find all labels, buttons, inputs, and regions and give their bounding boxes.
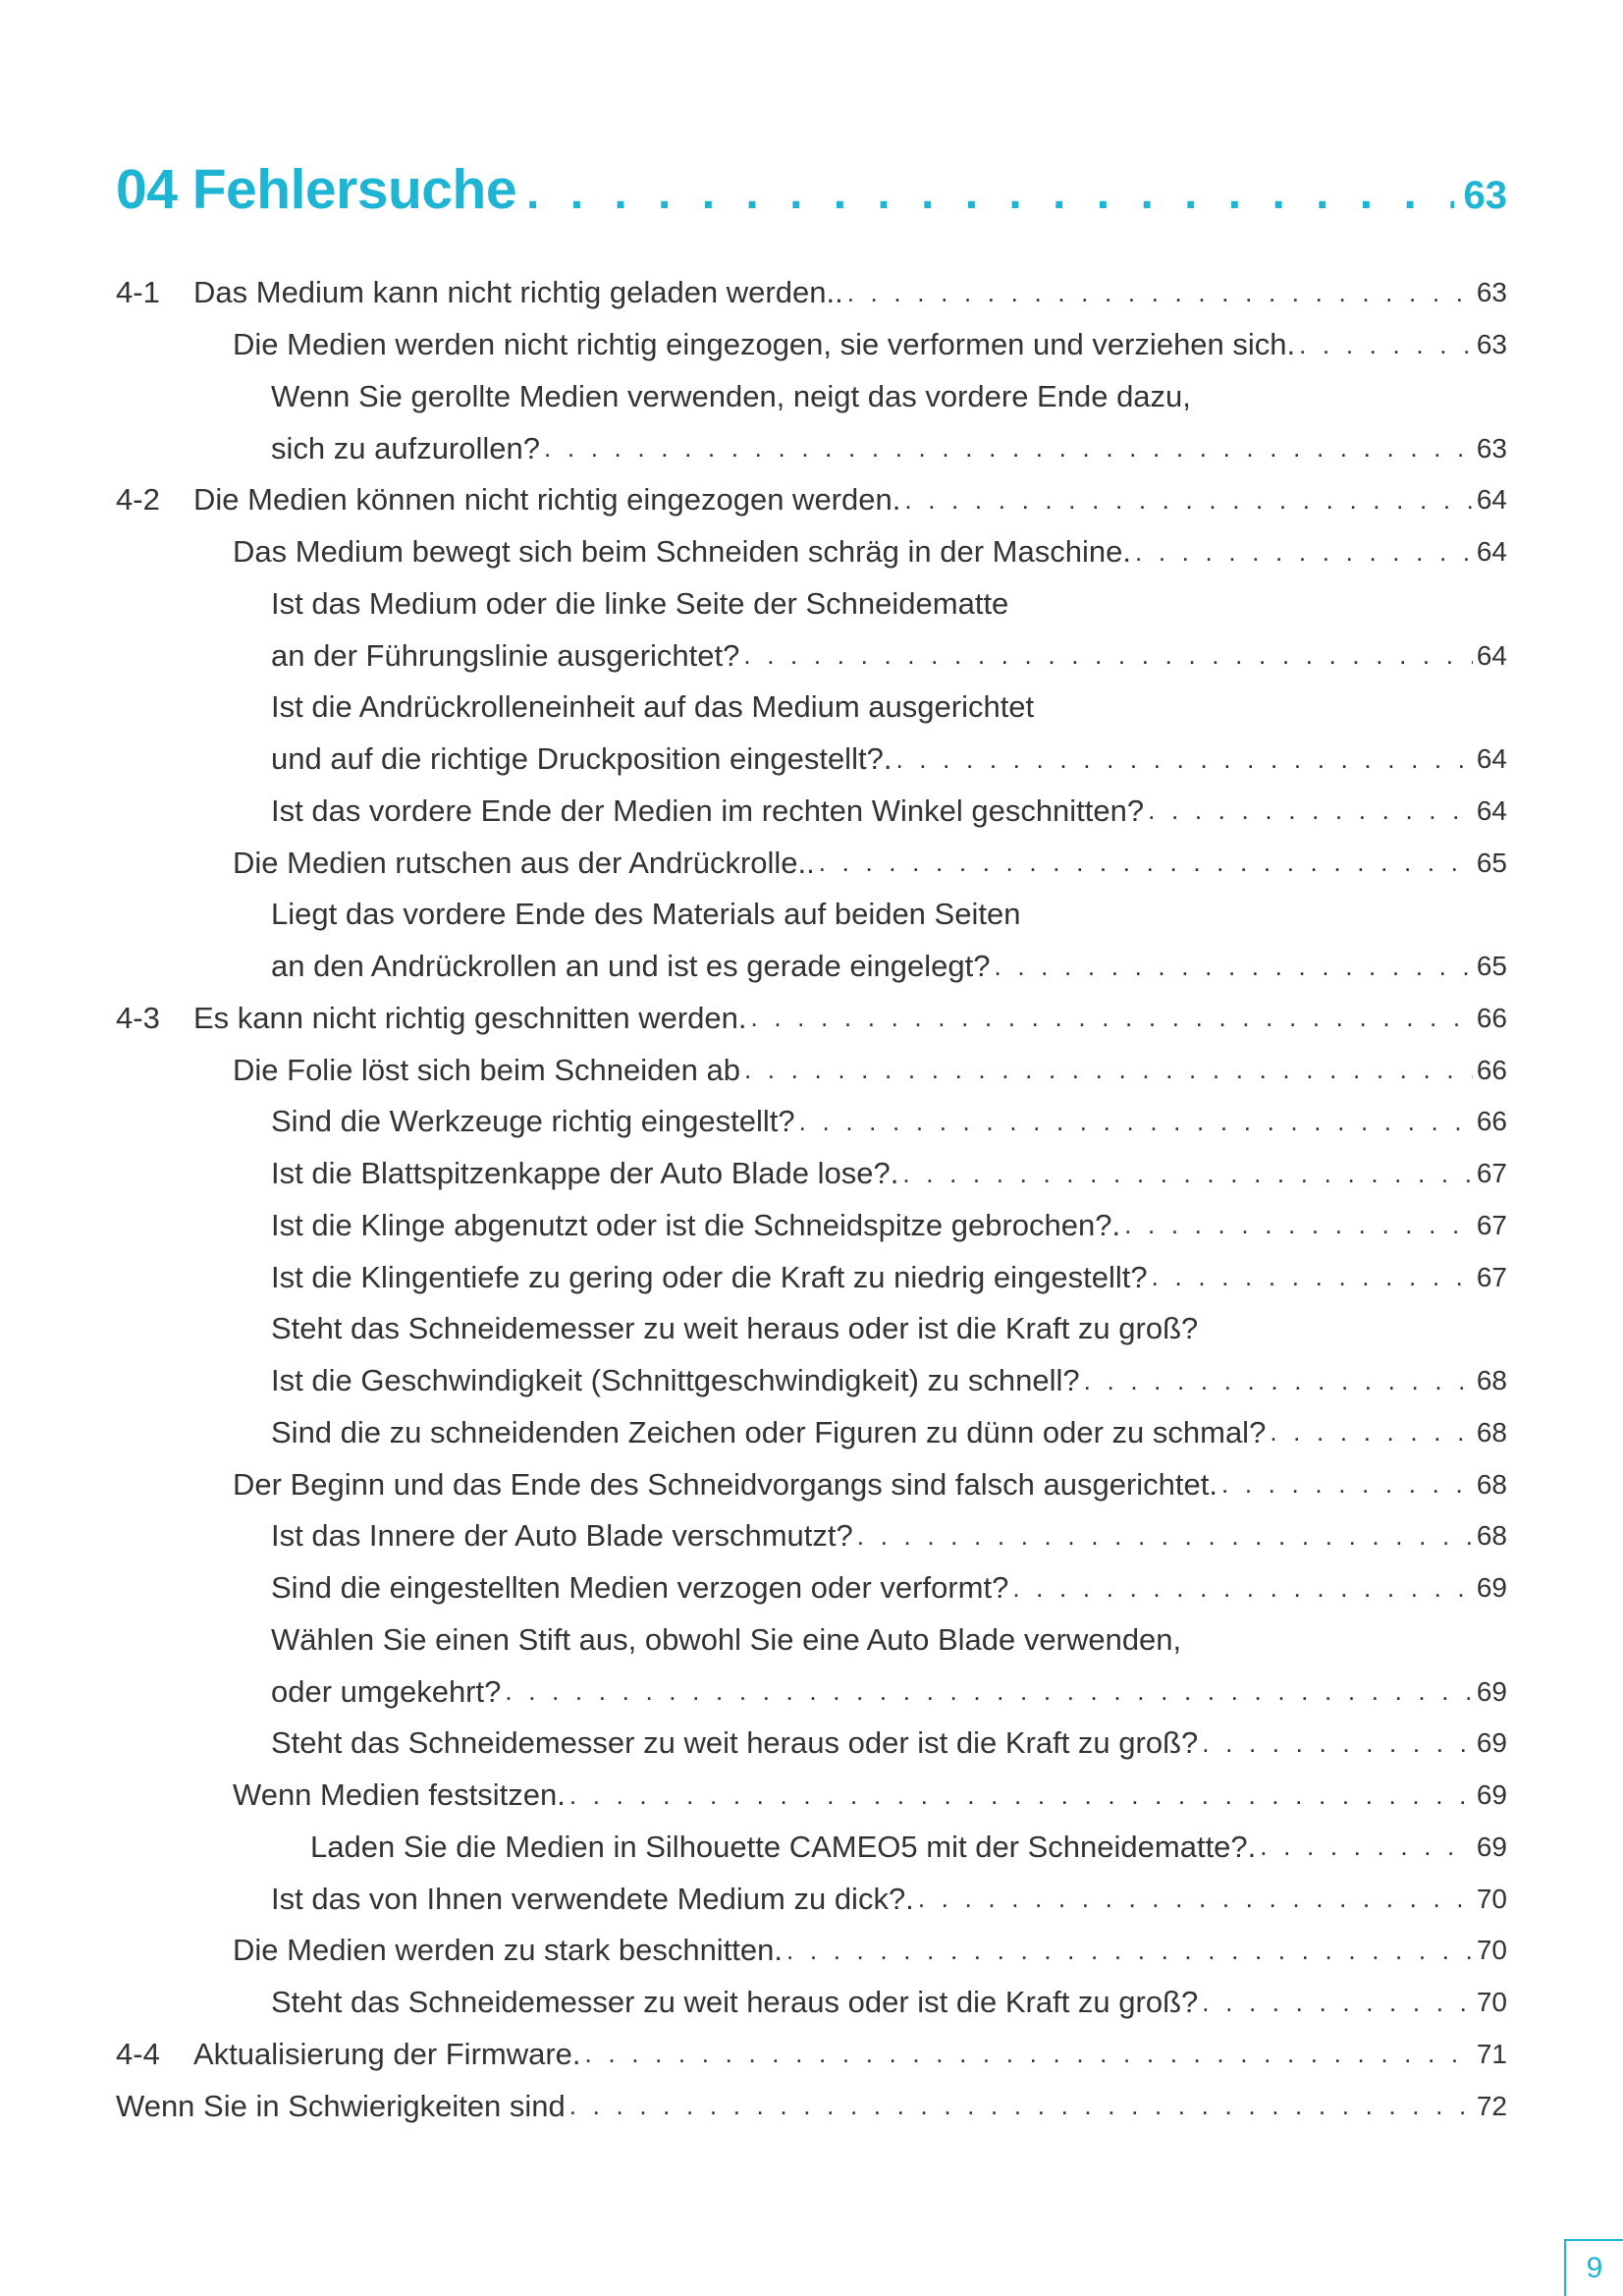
- toc-leader-dots: [1202, 1988, 1473, 2018]
- toc-page-number: 64: [1476, 794, 1507, 826]
- toc-entry-body: [271, 431, 1507, 466]
- toc-entry[interactable]: [116, 526, 1507, 578]
- toc-entry[interactable]: [116, 1614, 1507, 1667]
- toc-entry[interactable]: [116, 1096, 1507, 1148]
- toc-entry[interactable]: [116, 1355, 1507, 1407]
- toc-entry-body: [233, 534, 1507, 570]
- toc-page-number: 71: [1476, 2038, 1507, 2069]
- toc-entry-title: Das Medium bewegt sich beim Schneiden schräg in der Maschine.: [233, 534, 1131, 570]
- toc-entry-body: [271, 1674, 1507, 1710]
- toc-entry[interactable]: [116, 1251, 1507, 1303]
- toc-page-number: 65: [1476, 951, 1507, 982]
- toc-entry-body: [233, 1467, 1507, 1503]
- toc-page-number: 70: [1476, 1883, 1507, 1914]
- toc-page-number: 69: [1476, 1572, 1507, 1604]
- toc-entry-title: Steht das Schneidemesser zu weit heraus oder ist die Kraft zu groß?: [271, 1985, 1199, 2020]
- toc-entry-title: Sind die eingestellten Medien verzogen oder verformt?: [271, 1570, 1009, 1606]
- toc-leader-dots: [1270, 1417, 1473, 1448]
- toc-page-number: 69: [1476, 1675, 1507, 1707]
- toc-entry-body: [271, 1208, 1507, 1243]
- page-number-box: [1564, 2239, 1623, 2296]
- toc-entry-body: [271, 793, 1507, 829]
- toc-entry-body: [271, 586, 1507, 622]
- toc-leader-dots: [904, 485, 1473, 516]
- toc-entry-title: Wählen Sie einen Stift aus, obwohl Sie eine Auto Blade verwenden,: [271, 1621, 1182, 1657]
- toc-page-number: 69: [1476, 1831, 1507, 1862]
- toc-entry-body: [271, 1156, 1507, 1191]
- toc-entry[interactable]: [116, 1148, 1507, 1200]
- toc-entry-body: [271, 1570, 1507, 1606]
- toc-entry-body: [233, 1777, 1507, 1813]
- toc-entry-body: [271, 1518, 1507, 1554]
- toc-leader-dots: [918, 1884, 1473, 1914]
- toc-entry-body: [233, 846, 1507, 881]
- toc-section-number: 4-1: [116, 275, 160, 310]
- toc-leader-dots: [799, 1107, 1473, 1137]
- toc-entry-body: [310, 1830, 1507, 1865]
- toc-leader-dots: [819, 847, 1473, 878]
- toc-entry-title: Liegt das vordere Ende des Materials auf beiden Seiten: [271, 897, 1021, 932]
- toc-entry-body: [271, 1260, 1507, 1295]
- toc-entry[interactable]: [116, 993, 1507, 1045]
- toc-entry-title: Ist das vordere Ende der Medien im rechten Winkel geschnitten?: [271, 793, 1145, 828]
- toc-entry[interactable]: [116, 474, 1507, 526]
- toc-leader-dots: [1124, 1210, 1473, 1240]
- toc-entry-title: Die Medien können nicht richtig eingezogen werden.: [193, 482, 901, 518]
- toc-page-number: 68: [1476, 1468, 1507, 1500]
- toc-entry-title: Sind die Werkzeuge richtig eingestellt?: [271, 1104, 795, 1139]
- toc-entry[interactable]: [116, 1770, 1507, 1822]
- toc-section-number: 4-4: [116, 2036, 160, 2071]
- toc-entry-body: [271, 1622, 1507, 1658]
- toc-entry[interactable]: [116, 1822, 1507, 1874]
- toc-entry-body: [193, 482, 1507, 518]
- toc-entry-body: [271, 1363, 1507, 1398]
- toc-leader-dots: [857, 1521, 1473, 1552]
- chapter-heading: [116, 157, 1507, 246]
- toc-entry-body: [271, 379, 1507, 414]
- toc-leader-dots: [902, 1159, 1472, 1189]
- toc-leader-dots: [847, 278, 1473, 308]
- toc-page-number: 66: [1476, 1054, 1507, 1085]
- toc-page-number: 64: [1476, 536, 1507, 568]
- chapter-title: 04 Fehlersuche: [116, 158, 517, 221]
- toc-page-number: 63: [1476, 432, 1507, 464]
- toc-entry-body: [233, 1933, 1507, 1968]
- toc-page-number: 68: [1476, 1520, 1507, 1552]
- toc-page-number: 67: [1476, 1261, 1507, 1292]
- toc-entry-title: Aktualisierung der Firmware.: [193, 2036, 581, 2071]
- toc-leader-dots: [569, 1780, 1473, 1811]
- toc-entry[interactable]: [116, 734, 1507, 786]
- toc-leader-dots: [544, 433, 1473, 464]
- toc-entry-title: Ist das von Ihnen verwendete Medium zu dick?.: [271, 1881, 914, 1916]
- toc-entry-body: [271, 638, 1507, 674]
- toc-entry[interactable]: [116, 1200, 1507, 1252]
- toc-section-number: 4-3: [116, 1000, 160, 1035]
- toc-page-number: 65: [1476, 847, 1507, 878]
- toc-entry[interactable]: [116, 1303, 1507, 1355]
- toc-entry-title: Steht das Schneidemesser zu weit heraus oder ist die Kraft zu groß?: [271, 1725, 1199, 1761]
- toc-entry-title: Sind die zu schneidenden Zeichen oder Figuren zu dünn oder zu schmal?: [271, 1414, 1267, 1449]
- toc-entry-title: Die Medien rutschen aus der Andrückrolle..: [233, 845, 815, 880]
- toc-entry-title: Ist die Klinge abgenutzt oder ist die Schneidspitze gebrochen?.: [271, 1207, 1121, 1242]
- toc-page-number: 66: [1476, 1106, 1507, 1137]
- toc-entry[interactable]: [116, 629, 1507, 682]
- toc-entry[interactable]: [116, 578, 1507, 630]
- toc-leader-dots: [1148, 795, 1473, 826]
- toc-entry[interactable]: [116, 1925, 1507, 1977]
- toc-entry[interactable]: [116, 1044, 1507, 1096]
- toc-leader-dots: [569, 2091, 1473, 2121]
- toc-entry-body: [271, 1985, 1507, 2020]
- toc-page-number: 69: [1476, 1779, 1507, 1811]
- toc-entry-body: [233, 1053, 1507, 1088]
- toc-entry[interactable]: [116, 1718, 1507, 1770]
- toc-entry[interactable]: [116, 837, 1507, 889]
- toc-page-number: 72: [1476, 2090, 1507, 2121]
- toc-page-number: 64: [1476, 484, 1507, 516]
- toc-leader-dots: [1152, 1262, 1473, 1292]
- toc-entry-title: Ist die Geschwindigkeit (Schnittgeschwindigkeit) zu schnell?: [271, 1363, 1080, 1398]
- toc-leader-dots: [1221, 1469, 1473, 1500]
- toc-section-number: 4-2: [116, 482, 160, 518]
- toc-entry[interactable]: [116, 422, 1507, 474]
- toc-page-number: 63: [1476, 329, 1507, 360]
- toc-entry[interactable]: [116, 1666, 1507, 1718]
- toc-page-number: 64: [1476, 743, 1507, 775]
- toc-entry[interactable]: [116, 371, 1507, 423]
- toc-entry-body: [271, 689, 1507, 725]
- toc-entry-title: Der Beginn und das Ende des Schneidvorgangs sind falsch ausgerichtet.: [233, 1466, 1217, 1502]
- toc-entry-title: Laden Sie die Medien in Silhouette CAMEO5 mit der Schneidematte?.: [310, 1829, 1257, 1864]
- toc-entry[interactable]: [116, 1873, 1507, 1925]
- toc-leader-dots: [1084, 1366, 1473, 1396]
- toc-page-number: 70: [1476, 1987, 1507, 2018]
- toc-entry-title: Es kann nicht richtig geschnitten werden.: [193, 1000, 747, 1035]
- toc-leader-dots: [750, 1003, 1472, 1033]
- toc-page-number: 68: [1476, 1416, 1507, 1448]
- toc-entry-title: Ist das Innere der Auto Blade verschmutzt?: [271, 1518, 853, 1554]
- toc-leader-dots: [1012, 1573, 1473, 1604]
- toc-page-number: 67: [1476, 1209, 1507, 1240]
- toc-leader-dots: [744, 1055, 1473, 1085]
- toc-page-number: 68: [1476, 1365, 1507, 1396]
- toc-entry-title: Ist die Klingentiefe zu gering oder die Kraft zu niedrig eingestellt?: [271, 1259, 1148, 1294]
- toc-entry[interactable]: [116, 1562, 1507, 1614]
- toc-page-number: 63: [1476, 277, 1507, 308]
- toc-entry-body: [271, 1882, 1507, 1917]
- toc-entry-title: Steht das Schneidemesser zu weit heraus oder ist die Kraft zu groß?: [271, 1311, 1199, 1346]
- toc-entry-title: oder umgekehrt?: [271, 1673, 502, 1709]
- toc-leader-dots: [505, 1676, 1472, 1707]
- toc-entry-title: Die Folie löst sich beim Schneiden ab: [233, 1052, 740, 1087]
- toc-entry[interactable]: [116, 1977, 1507, 2029]
- toc-leader-dots: [1135, 537, 1473, 568]
- toc-entry[interactable]: [116, 2029, 1507, 2081]
- toc-page-number: 70: [1476, 1935, 1507, 1966]
- chapter-leader-dots: [526, 166, 1453, 220]
- toc-leader-dots: [1202, 1728, 1473, 1759]
- toc-entry-title: Die Medien werden zu stark beschnitten.: [233, 1933, 784, 1968]
- toc-entry-title: Wenn Medien festsitzen.: [233, 1777, 566, 1813]
- toc-entry[interactable]: [116, 1510, 1507, 1562]
- toc-entry[interactable]: [116, 2080, 1507, 2132]
- toc-entry-title: Ist die Andrückrolleneinheit auf das Medium ausgerichtet: [271, 689, 1035, 725]
- toc-entry[interactable]: [116, 889, 1507, 941]
- toc-page-number: 66: [1476, 1002, 1507, 1033]
- toc-entry[interactable]: [116, 267, 1507, 319]
- toc-leader-dots: [895, 744, 1472, 775]
- toc-entry[interactable]: [116, 682, 1507, 734]
- toc-entry-title: Das Medium kann nicht richtig geladen werden..: [193, 275, 843, 310]
- chapter-page-number: 63: [1463, 174, 1507, 217]
- toc-entry-title: Ist die Blattspitzenkappe der Auto Blade lose?.: [271, 1156, 899, 1191]
- toc-entry-body: [271, 1311, 1507, 1346]
- toc-page-number: 69: [1476, 1727, 1507, 1759]
- toc-entry-title: Ist das Medium oder die linke Seite der Schneidematte: [271, 585, 1009, 621]
- toc-entry-body: [271, 897, 1507, 932]
- toc-entry-body: [271, 1415, 1507, 1450]
- toc-entry[interactable]: [116, 941, 1507, 993]
- table-of-contents: [116, 267, 1507, 2132]
- toc-entry-title: Wenn Sie in Schwierigkeiten sind: [116, 2088, 566, 2123]
- toc-leader-dots: [585, 2039, 1473, 2069]
- toc-entry-body: [116, 2089, 1507, 2124]
- toc-entry-body: [271, 1725, 1507, 1761]
- toc-entry-body: [271, 741, 1507, 777]
- toc-entry[interactable]: [116, 1458, 1507, 1510]
- page-number: 9: [1586, 2252, 1603, 2284]
- toc-entry-title: Die Medien werden nicht richtig eingezogen, sie verformen und verziehen sich.: [233, 327, 1296, 362]
- toc-leader-dots: [786, 1936, 1473, 1966]
- toc-entry-body: [193, 1001, 1507, 1036]
- toc-entry-body: [193, 2037, 1507, 2072]
- toc-leader-dots: [743, 640, 1472, 671]
- toc-leader-dots: [1260, 1831, 1473, 1862]
- toc-entry-title: sich zu aufzurollen?: [271, 430, 540, 465]
- toc-entry-body: [193, 275, 1507, 310]
- toc-entry-title: an der Führungslinie ausgerichtet?: [271, 637, 740, 673]
- toc-entry-body: [271, 1104, 1507, 1139]
- toc-entry[interactable]: [116, 786, 1507, 838]
- toc-entry-body: [233, 327, 1507, 362]
- toc-leader-dots: [1299, 330, 1473, 360]
- toc-entry[interactable]: [116, 319, 1507, 371]
- toc-page-number: 67: [1476, 1158, 1507, 1189]
- toc-leader-dots: [994, 952, 1472, 982]
- toc-entry[interactable]: [116, 1407, 1507, 1459]
- toc-entry-title: Wenn Sie gerollte Medien verwenden, neigt das vordere Ende dazu,: [271, 378, 1191, 413]
- toc-entry-title: an den Andrückrollen an und ist es gerade eingelegt?: [271, 949, 991, 984]
- toc-entry-title: und auf die richtige Druckposition eingestellt?.: [271, 741, 893, 777]
- toc-page-number: 64: [1476, 639, 1507, 671]
- toc-entry-body: [271, 949, 1507, 984]
